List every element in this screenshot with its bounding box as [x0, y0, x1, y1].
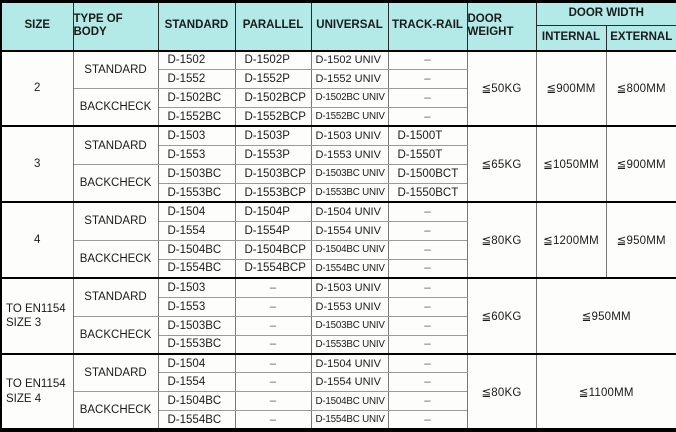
model-cell: D-1502 — [158, 51, 235, 70]
size-cell: TO EN1154 SIZE 3 — [1, 278, 73, 354]
model-cell: D-1553 — [158, 297, 235, 316]
model-cell: – — [388, 69, 467, 88]
width-internal-cell: ≦1050MM — [536, 126, 606, 202]
model-cell: D-1502BCP — [235, 88, 311, 107]
width-external-cell: ≦900MM — [606, 126, 676, 202]
body-type-cell: STANDARD — [73, 278, 158, 316]
model-cell: – — [388, 392, 467, 411]
model-cell: D-1504 — [158, 354, 235, 373]
model-cell: D-1554BC UNIV — [311, 259, 388, 278]
header-track-rail: TRACK-RAIL — [388, 2, 467, 51]
model-cell: D-1552BC — [158, 107, 235, 126]
header-type-of-body — [73, 2, 158, 51]
model-cell: – — [235, 297, 311, 316]
width-internal-cell: ≦900MM — [536, 51, 606, 127]
model-cell: – — [388, 335, 467, 354]
model-cell: D-1554BC — [158, 411, 235, 430]
model-cell: D-1504 UNIV — [311, 202, 388, 221]
model-cell: – — [388, 278, 467, 297]
model-cell: D-1553 UNIV — [311, 145, 388, 164]
model-cell: D-1502P — [235, 51, 311, 70]
model-cell: – — [388, 240, 467, 259]
model-cell: D-1554BC — [158, 259, 235, 278]
model-cell: – — [388, 411, 467, 430]
model-cell: D-1504 — [158, 202, 235, 221]
size-cell: 2 — [1, 51, 73, 127]
body-type-cell: BACKCHECK — [73, 392, 158, 430]
model-cell: – — [235, 373, 311, 392]
model-cell: D-1550T — [388, 145, 467, 164]
model-cell: – — [388, 202, 467, 221]
header-standard: STANDARD — [158, 2, 235, 51]
body-type-cell: STANDARD — [73, 202, 158, 240]
model-cell: – — [388, 316, 467, 335]
model-cell: D-1554 — [158, 373, 235, 392]
door-weight-cell: ≦80KG — [467, 202, 536, 278]
model-cell: – — [235, 335, 311, 354]
model-cell: D-1554 UNIV — [311, 373, 388, 392]
body-type-cell: BACKCHECK — [73, 164, 158, 202]
model-cell: – — [235, 411, 311, 430]
header-door-weight — [467, 2, 536, 51]
width-internal-cell: ≦1200MM — [536, 202, 606, 278]
model-cell: D-1503BC — [158, 316, 235, 335]
table-row — [1, 202, 676, 221]
model-cell: – — [235, 278, 311, 297]
model-cell: D-1553BC — [158, 335, 235, 354]
table-row — [1, 126, 676, 145]
door-weight-cell: ≦50KG — [467, 51, 536, 127]
model-cell: D-1554BC UNIV — [311, 411, 388, 430]
model-cell: – — [388, 373, 467, 392]
header-door-weight-label: DOOR WEIGHT — [467, 12, 514, 39]
model-cell: D-1500BCT — [388, 164, 467, 183]
model-cell: D-1503BC UNIV — [311, 316, 388, 335]
header-parallel: PARALLEL — [235, 2, 311, 51]
model-cell: D-1554BCP — [235, 259, 311, 278]
table-header — [1, 2, 676, 51]
model-cell: D-1503BCP — [235, 164, 311, 183]
door-weight-cell: ≦60KG — [467, 278, 536, 354]
model-cell: D-1552 — [158, 69, 235, 88]
model-cell: D-1552BCP — [235, 107, 311, 126]
model-cell: D-1552P — [235, 69, 311, 88]
model-cell: D-1553 — [158, 145, 235, 164]
model-cell: D-1503 UNIV — [311, 126, 388, 145]
model-cell: D-1554 — [158, 221, 235, 240]
model-cell: D-1553 UNIV — [311, 297, 388, 316]
body-type-cell: BACKCHECK — [73, 240, 158, 278]
model-cell: D-1502BC — [158, 88, 235, 107]
model-cell: D-1504BC — [158, 240, 235, 259]
model-cell: – — [388, 221, 467, 240]
model-cell: D-1504BC UNIV — [311, 392, 388, 411]
model-cell: D-1504BCP — [235, 240, 311, 259]
model-cell: – — [388, 297, 467, 316]
width-external-cell: ≦800MM — [606, 51, 676, 127]
model-cell: D-1504 UNIV — [311, 354, 388, 373]
model-cell: – — [235, 354, 311, 373]
model-cell: D-1553BC UNIV — [311, 183, 388, 202]
model-cell: D-1503 — [158, 278, 235, 297]
body-type-cell: STANDARD — [73, 51, 158, 89]
header-door-width: DOOR WIDTH — [536, 2, 676, 26]
model-cell: D-1503BC — [158, 164, 235, 183]
model-cell: D-1504BC — [158, 392, 235, 411]
model-cell: D-1553BC — [158, 183, 235, 202]
header-external: EXTERNAL — [606, 26, 676, 51]
door-weight-cell: ≦65KG — [467, 126, 536, 202]
model-cell: D-1553P — [235, 145, 311, 164]
model-cell: D-1504BC UNIV — [311, 240, 388, 259]
table-row — [1, 354, 676, 373]
model-cell: D-1502 UNIV — [311, 51, 388, 70]
model-cell: D-1552BC UNIV — [311, 107, 388, 126]
size-cell: 4 — [1, 202, 73, 278]
model-cell: D-1500T — [388, 126, 467, 145]
model-cell: – — [388, 51, 467, 70]
model-cell: D-1503P — [235, 126, 311, 145]
model-cell: D-1554P — [235, 221, 311, 240]
body-type-cell: BACKCHECK — [73, 316, 158, 354]
header-universal: UNIVERSAL — [311, 2, 388, 51]
header-size: SIZE — [1, 2, 73, 51]
door-width-merged-cell: ≦1100MM — [536, 354, 676, 430]
model-cell: D-1554 UNIV — [311, 221, 388, 240]
model-cell: – — [388, 107, 467, 126]
model-cell: D-1503 — [158, 126, 235, 145]
model-cell: D-1504P — [235, 202, 311, 221]
width-external-cell: ≦950MM — [606, 202, 676, 278]
size-cell: TO EN1154 SIZE 4 — [1, 354, 73, 430]
size-cell: 3 — [1, 126, 73, 202]
model-cell: – — [235, 392, 311, 411]
model-cell: D-1553BC UNIV — [311, 335, 388, 354]
table-row — [1, 51, 676, 70]
body-type-cell: BACKCHECK — [73, 88, 158, 126]
model-cell: D-1502BC UNIV — [311, 88, 388, 107]
header-type-of-body-label: TYPE OF BODY — [73, 12, 123, 39]
body-type-cell: STANDARD — [73, 126, 158, 164]
model-cell: – — [388, 88, 467, 107]
door-width-merged-cell: ≦950MM — [536, 278, 676, 354]
model-cell: D-1552 UNIV — [311, 69, 388, 88]
body-type-cell: STANDARD — [73, 354, 158, 392]
table-row — [1, 278, 676, 297]
model-cell: – — [388, 259, 467, 278]
model-cell: D-1503BC UNIV — [311, 164, 388, 183]
model-cell: D-1553BCP — [235, 183, 311, 202]
model-cell: – — [235, 316, 311, 335]
model-cell: – — [388, 354, 467, 373]
door-weight-cell: ≦80KG — [467, 354, 536, 430]
header-internal: INTERNAL — [536, 26, 606, 51]
table-body — [1, 51, 676, 431]
model-cell: D-1550BCT — [388, 183, 467, 202]
model-cell: D-1503 UNIV — [311, 278, 388, 297]
